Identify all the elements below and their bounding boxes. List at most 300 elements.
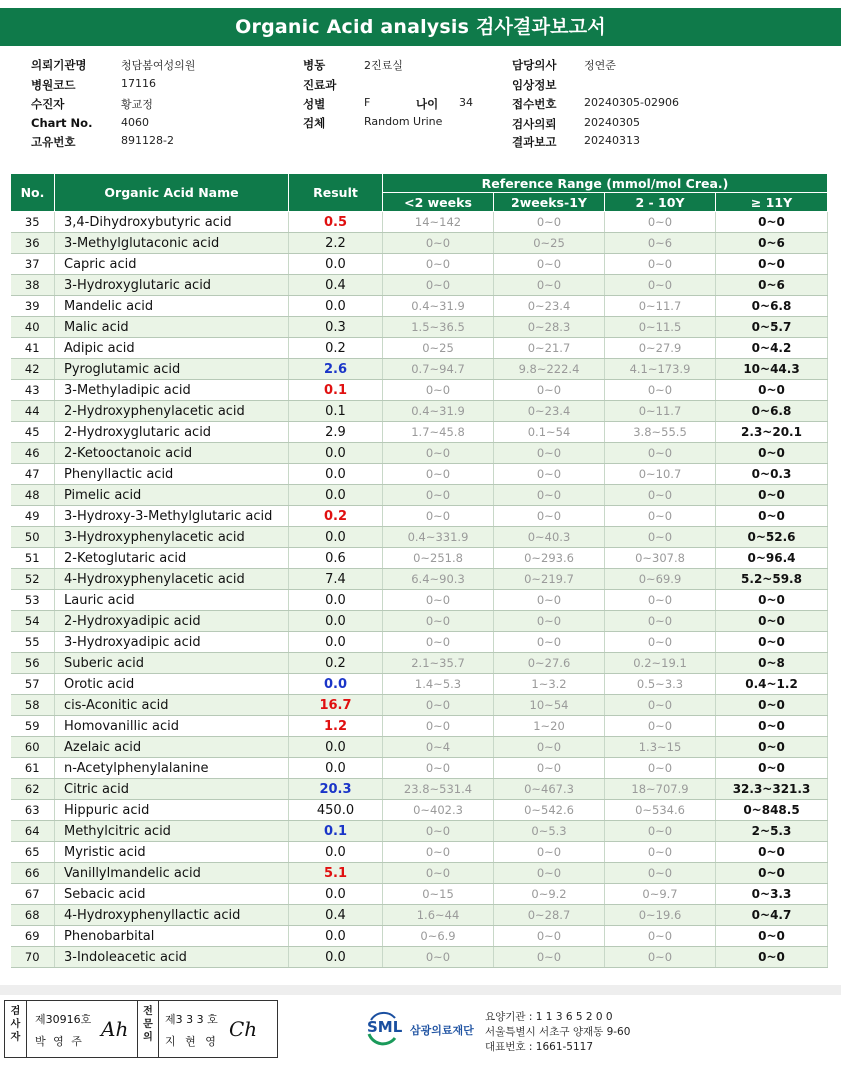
table-row <box>11 380 828 401</box>
table-row <box>11 653 828 674</box>
row-name: Pimelic acid <box>55 485 289 506</box>
row-name: Sebacic acid <box>55 884 289 905</box>
table-row <box>11 317 828 338</box>
table-row <box>11 443 828 464</box>
row-no: 51 <box>11 548 55 569</box>
row-result: 0.2 <box>289 506 383 527</box>
row-ref-ge11y: 0~8 <box>716 653 828 674</box>
row-result: 0.0 <box>289 590 383 611</box>
row-no: 54 <box>11 611 55 632</box>
specialist-label <box>137 1001 159 1057</box>
row-ref-2w-1y: 0~0 <box>494 380 605 401</box>
row-ref-ge11y: 0~0 <box>716 842 828 863</box>
table-row <box>11 296 828 317</box>
table-row <box>11 569 828 590</box>
row-ref-lt2w: 0.4~331.9 <box>383 527 494 548</box>
row-name: Pyroglutamic acid <box>55 359 289 380</box>
signature-box <box>4 1000 278 1058</box>
row-result: 5.1 <box>289 863 383 884</box>
col-header-lt2w: <2 weeks <box>383 193 494 212</box>
row-result: 0.0 <box>289 842 383 863</box>
row-ref-2-10y: 0~10.7 <box>605 464 716 485</box>
row-name: 2-Hydroxyglutaric acid <box>55 422 289 443</box>
examiner-signature: Ah <box>101 1017 129 1041</box>
row-ref-ge11y: 0~0 <box>716 380 828 401</box>
row-no: 69 <box>11 926 55 947</box>
row-ref-lt2w: 1.4~5.3 <box>383 674 494 695</box>
examiner-name: 박 영 주 <box>35 1035 84 1048</box>
hospital-code-label: 병원코드 <box>31 78 76 92</box>
table-row <box>11 359 828 380</box>
row-ref-2-10y: 0~9.7 <box>605 884 716 905</box>
row-ref-2w-1y: 0~0 <box>494 464 605 485</box>
col-header-2-10y: 2 - 10Y <box>605 193 716 212</box>
row-ref-ge11y: 0~0 <box>716 947 828 968</box>
dept-label: 진료과 <box>303 78 337 92</box>
row-ref-ge11y: 0~0 <box>716 632 828 653</box>
doctor-value: 정연준 <box>584 59 616 72</box>
specialist-label-text: 전문의 <box>143 1006 153 1043</box>
row-result: 0.4 <box>289 275 383 296</box>
row-result: 7.4 <box>289 569 383 590</box>
row-ref-ge11y: 0~0 <box>716 485 828 506</box>
row-no: 38 <box>11 275 55 296</box>
row-ref-2-10y: 4.1~173.9 <box>605 359 716 380</box>
patient-value: 황교정 <box>121 98 153 111</box>
row-ref-lt2w: 0~0 <box>383 254 494 275</box>
row-ref-2w-1y: 0~0 <box>494 212 605 233</box>
row-name: 4-Hydroxyphenylacetic acid <box>55 569 289 590</box>
row-ref-2w-1y: 0~0 <box>494 275 605 296</box>
table-row <box>11 422 828 443</box>
row-ref-ge11y: 0~6.8 <box>716 401 828 422</box>
row-name: Vanillylmandelic acid <box>55 863 289 884</box>
row-no: 35 <box>11 212 55 233</box>
row-ref-lt2w: 0~6.9 <box>383 926 494 947</box>
row-no: 40 <box>11 317 55 338</box>
row-no: 43 <box>11 380 55 401</box>
row-ref-lt2w: 0~15 <box>383 884 494 905</box>
row-result: 0.0 <box>289 254 383 275</box>
row-result: 0.0 <box>289 947 383 968</box>
ward-label: 병동 <box>303 58 326 72</box>
table-row <box>11 464 828 485</box>
table-row <box>11 527 828 548</box>
row-name: 3-Hydroxyglutaric acid <box>55 275 289 296</box>
row-ref-lt2w: 0~0 <box>383 464 494 485</box>
row-no: 37 <box>11 254 55 275</box>
row-no: 47 <box>11 464 55 485</box>
row-name: 2-Hydroxyadipic acid <box>55 611 289 632</box>
row-ref-lt2w: 0.4~31.9 <box>383 296 494 317</box>
row-result: 0.3 <box>289 317 383 338</box>
table-row <box>11 695 828 716</box>
row-ref-2w-1y: 0~0 <box>494 863 605 884</box>
row-ref-ge11y: 0~0 <box>716 611 828 632</box>
row-ref-2w-1y: 0~0 <box>494 611 605 632</box>
table-row <box>11 548 828 569</box>
row-result: 0.1 <box>289 401 383 422</box>
row-result: 2.9 <box>289 422 383 443</box>
row-no: 70 <box>11 947 55 968</box>
row-name: 3,4-Dihydroxybutyric acid <box>55 212 289 233</box>
row-name: n-Acetylphenylalanine <box>55 758 289 779</box>
row-no: 36 <box>11 233 55 254</box>
row-name: 3-Methyladipic acid <box>55 380 289 401</box>
row-ref-2w-1y: 0~0 <box>494 590 605 611</box>
row-ref-lt2w: 0~0 <box>383 863 494 884</box>
row-result: 0.4 <box>289 905 383 926</box>
request-label: 검사의뢰 <box>512 117 557 131</box>
row-ref-ge11y: 5.2~59.8 <box>716 569 828 590</box>
row-no: 55 <box>11 632 55 653</box>
table-row <box>11 737 828 758</box>
logo-mark: SML <box>367 1018 403 1036</box>
row-ref-2-10y: 0~0 <box>605 947 716 968</box>
row-ref-lt2w: 0~4 <box>383 737 494 758</box>
row-ref-2w-1y: 0~23.4 <box>494 296 605 317</box>
row-ref-lt2w: 2.1~35.7 <box>383 653 494 674</box>
row-name: Lauric acid <box>55 590 289 611</box>
row-ref-ge11y: 0~3.3 <box>716 884 828 905</box>
row-name: Mandelic acid <box>55 296 289 317</box>
row-name: Phenobarbital <box>55 926 289 947</box>
row-ref-2w-1y: 0~0 <box>494 947 605 968</box>
row-result: 450.0 <box>289 800 383 821</box>
row-ref-2w-1y: 0~0 <box>494 506 605 527</box>
row-name: 3-Hydroxyphenylacetic acid <box>55 527 289 548</box>
row-ref-lt2w: 1.6~44 <box>383 905 494 926</box>
specialist-name: 지 현 영 <box>165 1035 219 1048</box>
row-result: 0.0 <box>289 674 383 695</box>
row-ref-2w-1y: 0~40.3 <box>494 527 605 548</box>
row-ref-lt2w: 0~0 <box>383 443 494 464</box>
report-date-value: 20240313 <box>584 134 640 147</box>
sex-value: F <box>364 96 371 109</box>
table-row <box>11 926 828 947</box>
address: 서울특별시 서초구 양재동 9-60 <box>485 1026 631 1038</box>
row-ref-2-10y: 1.3~15 <box>605 737 716 758</box>
row-name: cis-Aconitic acid <box>55 695 289 716</box>
row-ref-2w-1y: 0~467.3 <box>494 779 605 800</box>
table-row <box>11 401 828 422</box>
footer-divider <box>0 985 841 995</box>
row-ref-ge11y: 0~0 <box>716 506 828 527</box>
specimen-label: 검체 <box>303 116 326 130</box>
row-ref-lt2w: 0~0 <box>383 632 494 653</box>
row-ref-2w-1y: 0~0 <box>494 737 605 758</box>
row-ref-ge11y: 0~0 <box>716 212 828 233</box>
row-ref-2-10y: 0~0 <box>605 821 716 842</box>
row-ref-2-10y: 0.2~19.1 <box>605 653 716 674</box>
row-name: Methylcitric acid <box>55 821 289 842</box>
row-result: 2.2 <box>289 233 383 254</box>
row-ref-2-10y: 0~11.7 <box>605 401 716 422</box>
row-result: 1.2 <box>289 716 383 737</box>
row-result: 0.0 <box>289 611 383 632</box>
row-no: 57 <box>11 674 55 695</box>
table-row <box>11 233 828 254</box>
table-row <box>11 632 828 653</box>
examiner-label-text: 검사자 <box>10 1006 21 1043</box>
footer <box>0 1000 841 1060</box>
row-ref-2-10y: 0~11.5 <box>605 317 716 338</box>
row-result: 0.0 <box>289 464 383 485</box>
row-ref-2-10y: 0~0 <box>605 611 716 632</box>
row-ref-2-10y: 0.5~3.3 <box>605 674 716 695</box>
col-header-2w-1y: 2weeks-1Y <box>494 193 605 212</box>
institution-label: 의뢰기관명 <box>31 58 87 72</box>
row-name: Adipic acid <box>55 338 289 359</box>
table-row <box>11 338 828 359</box>
row-no: 60 <box>11 737 55 758</box>
row-result: 0.0 <box>289 485 383 506</box>
row-ref-ge11y: 0~6.8 <box>716 296 828 317</box>
row-no: 63 <box>11 800 55 821</box>
row-ref-lt2w: 0.4~31.9 <box>383 401 494 422</box>
row-no: 68 <box>11 905 55 926</box>
specialist-license: 제3 3 3 호 <box>165 1013 218 1026</box>
row-result: 0.0 <box>289 443 383 464</box>
row-ref-2w-1y: 0~27.6 <box>494 653 605 674</box>
table-row <box>11 758 828 779</box>
row-no: 65 <box>11 842 55 863</box>
row-ref-lt2w: 0~0 <box>383 233 494 254</box>
row-result: 0.1 <box>289 380 383 401</box>
row-ref-2w-1y: 0~0 <box>494 443 605 464</box>
row-ref-2w-1y: 0~23.4 <box>494 401 605 422</box>
row-no: 59 <box>11 716 55 737</box>
row-ref-lt2w: 0~0 <box>383 758 494 779</box>
row-ref-lt2w: 23.8~531.4 <box>383 779 494 800</box>
col-header-name: Organic Acid Name <box>55 174 289 212</box>
row-ref-2-10y: 0~0 <box>605 275 716 296</box>
row-no: 62 <box>11 779 55 800</box>
table-row <box>11 716 828 737</box>
row-name: 3-Hydroxy-3-Methylglutaric acid <box>55 506 289 527</box>
row-ref-lt2w: 14~142 <box>383 212 494 233</box>
row-ref-ge11y: 0~0 <box>716 926 828 947</box>
row-result: 16.7 <box>289 695 383 716</box>
row-ref-2w-1y: 1~3.2 <box>494 674 605 695</box>
row-ref-ge11y: 0~0 <box>716 443 828 464</box>
row-ref-ge11y: 0~0 <box>716 758 828 779</box>
table-row <box>11 254 828 275</box>
logo-name: 삼광의료재단 <box>410 1024 474 1037</box>
table-row <box>11 884 828 905</box>
table-row <box>11 863 828 884</box>
chart-value: 4060 <box>121 116 149 129</box>
row-ref-2-10y: 0~0 <box>605 485 716 506</box>
sex-label: 성별 <box>303 97 326 111</box>
row-ref-lt2w: 0~0 <box>383 611 494 632</box>
row-ref-2w-1y: 0~0 <box>494 842 605 863</box>
row-ref-ge11y: 0.4~1.2 <box>716 674 828 695</box>
row-ref-ge11y: 0~848.5 <box>716 800 828 821</box>
row-name: Capric acid <box>55 254 289 275</box>
row-result: 0.0 <box>289 737 383 758</box>
row-no: 45 <box>11 422 55 443</box>
row-name: 2-Ketooctanoic acid <box>55 443 289 464</box>
row-result: 0.0 <box>289 527 383 548</box>
row-ref-2w-1y: 1~20 <box>494 716 605 737</box>
row-ref-2-10y: 0~0 <box>605 254 716 275</box>
row-ref-ge11y: 32.3~321.3 <box>716 779 828 800</box>
row-ref-2-10y: 0~0 <box>605 590 716 611</box>
table-row <box>11 821 828 842</box>
clinical-label: 임상정보 <box>512 78 557 92</box>
row-no: 39 <box>11 296 55 317</box>
row-ref-2-10y: 3.8~55.5 <box>605 422 716 443</box>
row-name: Citric acid <box>55 779 289 800</box>
row-name: Phenyllactic acid <box>55 464 289 485</box>
report-date-label: 결과보고 <box>512 135 557 149</box>
row-ref-ge11y: 0~6 <box>716 233 828 254</box>
row-ref-2w-1y: 0~25 <box>494 233 605 254</box>
row-ref-lt2w: 0~0 <box>383 716 494 737</box>
row-ref-2-10y: 0~0 <box>605 758 716 779</box>
row-name: Homovanillic acid <box>55 716 289 737</box>
col-header-result: Result <box>289 174 383 212</box>
row-ref-ge11y: 0~0 <box>716 737 828 758</box>
row-ref-lt2w: 6.4~90.3 <box>383 569 494 590</box>
row-ref-ge11y: 10~44.3 <box>716 359 828 380</box>
row-ref-2w-1y: 0~219.7 <box>494 569 605 590</box>
row-no: 56 <box>11 653 55 674</box>
row-result: 0.2 <box>289 653 383 674</box>
row-no: 46 <box>11 443 55 464</box>
row-name: 4-Hydroxyphenyllactic acid <box>55 905 289 926</box>
report-title: Organic Acid analysis 검사결과보고서 <box>0 8 841 46</box>
row-ref-ge11y: 0~4.7 <box>716 905 828 926</box>
request-value: 20240305 <box>584 116 640 129</box>
row-ref-2w-1y: 0~5.3 <box>494 821 605 842</box>
row-result: 0.0 <box>289 926 383 947</box>
row-no: 67 <box>11 884 55 905</box>
row-ref-ge11y: 0~52.6 <box>716 527 828 548</box>
receipt-value: 20240305-02906 <box>584 96 679 109</box>
row-ref-2w-1y: 0~0 <box>494 485 605 506</box>
row-ref-lt2w: 0.7~94.7 <box>383 359 494 380</box>
row-ref-2w-1y: 0~21.7 <box>494 338 605 359</box>
row-ref-2-10y: 0~0 <box>605 212 716 233</box>
row-name: Hippuric acid <box>55 800 289 821</box>
row-ref-ge11y: 0~4.2 <box>716 338 828 359</box>
row-ref-ge11y: 0~0 <box>716 590 828 611</box>
institution-value: 청담봄여성의원 <box>121 59 196 72</box>
row-no: 58 <box>11 695 55 716</box>
row-ref-2-10y: 0~0 <box>605 842 716 863</box>
results-table-wrap <box>10 173 827 968</box>
patient-info <box>0 54 841 154</box>
row-ref-lt2w: 1.7~45.8 <box>383 422 494 443</box>
row-no: 53 <box>11 590 55 611</box>
age-label: 나이 <box>416 97 439 111</box>
row-no: 42 <box>11 359 55 380</box>
table-row <box>11 275 828 296</box>
row-ref-ge11y: 0~0 <box>716 863 828 884</box>
row-ref-ge11y: 0~0 <box>716 254 828 275</box>
row-name: Myristic acid <box>55 842 289 863</box>
row-ref-2-10y: 0~6 <box>605 233 716 254</box>
phone: 대표번호 : 1661-5117 <box>485 1041 594 1053</box>
row-ref-2w-1y: 0~28.3 <box>494 317 605 338</box>
row-ref-lt2w: 0~0 <box>383 506 494 527</box>
results-body <box>11 212 828 968</box>
row-ref-2-10y: 0~0 <box>605 443 716 464</box>
hospital-code-value: 17116 <box>121 77 156 90</box>
ward-value: 2진료실 <box>364 59 403 72</box>
row-ref-lt2w: 0~251.8 <box>383 548 494 569</box>
row-name: Azelaic acid <box>55 737 289 758</box>
specialist-signature: Ch <box>229 1017 258 1041</box>
row-result: 2.6 <box>289 359 383 380</box>
row-ref-ge11y: 0~0 <box>716 716 828 737</box>
row-ref-ge11y: 2~5.3 <box>716 821 828 842</box>
row-result: 0.0 <box>289 884 383 905</box>
table-row <box>11 947 828 968</box>
row-result: 0.1 <box>289 821 383 842</box>
table-row <box>11 674 828 695</box>
row-ref-ge11y: 0~5.7 <box>716 317 828 338</box>
row-ref-lt2w: 1.5~36.5 <box>383 317 494 338</box>
row-ref-lt2w: 0~0 <box>383 380 494 401</box>
row-result: 20.3 <box>289 779 383 800</box>
row-no: 66 <box>11 863 55 884</box>
row-name: 3-Indoleacetic acid <box>55 947 289 968</box>
col-header-no: No. <box>11 174 55 212</box>
row-ref-2-10y: 0~0 <box>605 926 716 947</box>
row-ref-lt2w: 0~0 <box>383 275 494 296</box>
row-name: 3-Hydroxyadipic acid <box>55 632 289 653</box>
row-ref-2w-1y: 0~0 <box>494 254 605 275</box>
row-ref-ge11y: 0~96.4 <box>716 548 828 569</box>
row-ref-ge11y: 0~0.3 <box>716 464 828 485</box>
row-ref-2-10y: 18~707.9 <box>605 779 716 800</box>
results-table <box>10 173 828 968</box>
row-name: 2-Ketoglutaric acid <box>55 548 289 569</box>
row-ref-lt2w: 0~0 <box>383 821 494 842</box>
col-header-reference: Reference Range (mmol/mol Crea.) <box>383 174 828 193</box>
col-header-ge11y: ≥ 11Y <box>716 193 828 212</box>
row-result: 0.2 <box>289 338 383 359</box>
row-ref-lt2w: 0~402.3 <box>383 800 494 821</box>
id-value: 891128-2 <box>121 134 174 147</box>
row-ref-2-10y: 0~27.9 <box>605 338 716 359</box>
examiner-label <box>5 1001 27 1057</box>
row-no: 48 <box>11 485 55 506</box>
row-ref-lt2w: 0~25 <box>383 338 494 359</box>
row-no: 61 <box>11 758 55 779</box>
care-code: 요양기관 : 1 1 3 6 5 2 0 0 <box>485 1011 613 1023</box>
row-ref-2-10y: 0~307.8 <box>605 548 716 569</box>
table-row <box>11 611 828 632</box>
receipt-label: 접수번호 <box>512 97 557 111</box>
row-ref-2w-1y: 0~293.6 <box>494 548 605 569</box>
row-result: 0.0 <box>289 758 383 779</box>
patient-label: 수진자 <box>31 97 65 111</box>
row-result: 0.0 <box>289 296 383 317</box>
doctor-label: 담당의사 <box>512 58 557 72</box>
row-ref-lt2w: 0~0 <box>383 947 494 968</box>
examiner-license: 제30916호 <box>35 1013 92 1026</box>
row-name: Suberic acid <box>55 653 289 674</box>
table-row <box>11 506 828 527</box>
row-no: 64 <box>11 821 55 842</box>
row-ref-2w-1y: 0~0 <box>494 758 605 779</box>
row-ref-2w-1y: 0~9.2 <box>494 884 605 905</box>
row-no: 50 <box>11 527 55 548</box>
